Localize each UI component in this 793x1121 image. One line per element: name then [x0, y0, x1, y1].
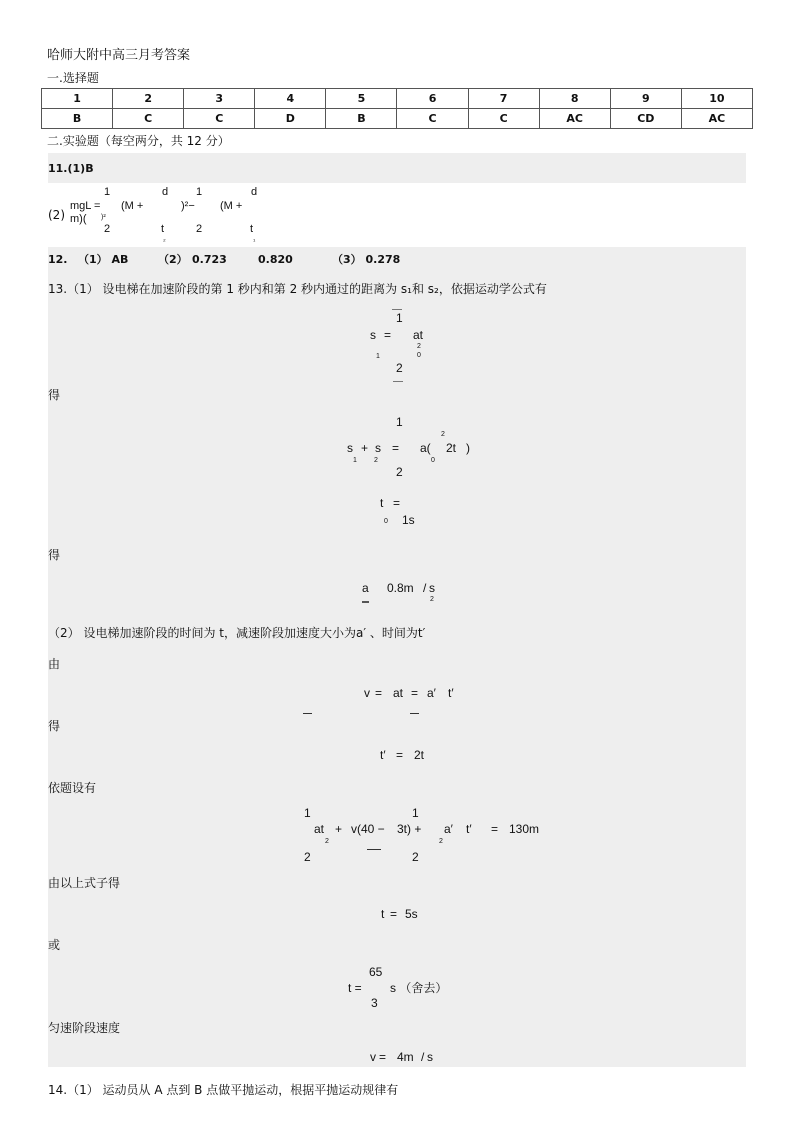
- q11-part2-label: (2): [48, 208, 65, 222]
- formula-text: s: [427, 1050, 433, 1064]
- formula-text: 0: [384, 518, 388, 525]
- text-de: 得: [48, 548, 61, 562]
- q13-intro: 13.（1） 设电梯在加速阶段的第 1 秒内和第 2 秒内通过的距离为 s₁和 s₂，依据运动学公式有: [48, 282, 547, 296]
- formula-text: 2: [439, 838, 443, 845]
- bar-mark: [367, 849, 381, 850]
- formula-text: t′: [448, 686, 454, 700]
- table-cell: C: [113, 109, 184, 129]
- formula-text: 1: [396, 415, 403, 429]
- formula-text: v: [364, 686, 370, 700]
- table-cell: B: [42, 109, 113, 129]
- text-yunsu: 匀速阶段速度: [48, 1021, 121, 1035]
- formula-text: 1: [396, 311, 403, 325]
- fraction-bar-mark: [393, 381, 403, 382]
- formula-text: at: [393, 686, 404, 700]
- formula-text: /: [421, 1050, 425, 1064]
- formula-text: 2: [325, 838, 329, 845]
- formula-text: 1: [196, 186, 203, 198]
- formula-text: t =: [348, 981, 362, 995]
- text-you: 由: [48, 657, 61, 671]
- q13-part2-intro: （2） 设电梯加速阶段的时间为 t，减速阶段加速度大小为a′ 、时间为t′: [48, 626, 426, 640]
- formula-text: =: [384, 328, 392, 342]
- section-heading-experiment: 二.实验题（每空两分，共 12 分）: [47, 134, 230, 148]
- q11-part1: 11.(1)B: [48, 162, 94, 175]
- q12-part1: （1） AB: [78, 253, 129, 266]
- table-cell: 9: [610, 89, 681, 109]
- formula-text: t′: [380, 748, 386, 762]
- formula-text: at: [413, 328, 424, 342]
- formula-text: v(40 −: [351, 822, 385, 836]
- formula-text: =: [411, 686, 419, 700]
- formula-text: 2: [196, 223, 203, 235]
- page-title: 哈师大附中高三月考答案: [47, 48, 191, 63]
- formula-text: 3t) +: [397, 822, 422, 836]
- formula-text: ₁: [253, 236, 256, 243]
- formula-text: 0: [431, 457, 435, 464]
- formula-text: )²−: [181, 200, 195, 212]
- formula-text: 2t: [446, 441, 457, 455]
- table-cell: CD: [610, 109, 681, 129]
- formula-text: 2: [304, 850, 311, 864]
- formula-text: =: [393, 496, 401, 510]
- table-cell: D: [255, 109, 326, 129]
- q12-value: 0.820: [258, 253, 293, 266]
- formula-text: d: [251, 186, 258, 198]
- formula-text: +: [335, 822, 343, 836]
- table-cell: AC: [539, 109, 610, 129]
- formula-text: 3: [371, 996, 378, 1010]
- formula-text: 2: [104, 223, 111, 235]
- text-de: 得: [48, 388, 61, 402]
- formula-text: =: [390, 907, 398, 921]
- bar-mark: [410, 713, 419, 714]
- formula-text: at: [314, 822, 325, 836]
- formula-text: 4m: [397, 1050, 414, 1064]
- equals-mark: [362, 601, 369, 603]
- formula-text: mgL =: [70, 200, 101, 212]
- q12-number: 12.: [48, 253, 68, 266]
- formula-text: 2: [417, 343, 421, 350]
- formula-text: t′: [466, 822, 472, 836]
- formula-text: 2: [441, 431, 445, 438]
- formula-text: s: [347, 441, 353, 455]
- formula-text: 2: [374, 457, 378, 464]
- formula-text: =: [491, 822, 499, 836]
- formula-text: 1: [353, 457, 357, 464]
- formula-text: (M +: [220, 200, 243, 212]
- formula-text: a′: [427, 686, 436, 700]
- formula-text: 2: [430, 596, 434, 603]
- formula-text: a(: [420, 441, 431, 455]
- text-youyishang: 由以上式子得: [48, 876, 121, 890]
- formula-text: a′: [444, 822, 453, 836]
- bar-mark: [303, 713, 312, 714]
- table-cell: C: [468, 109, 539, 129]
- formula-text: =: [392, 441, 400, 455]
- q14-intro: 14.（1） 运动员从 A 点到 B 点做平抛运动，根据平抛运动规律有: [48, 1083, 399, 1097]
- formula-text: 1: [376, 353, 380, 360]
- formula-text: d: [162, 186, 169, 198]
- formula-text: )²: [101, 214, 106, 221]
- formula-text: =: [379, 1050, 387, 1064]
- table-cell: 7: [468, 89, 539, 109]
- text-de: 得: [48, 719, 61, 733]
- formula-text: t: [161, 223, 165, 235]
- section-heading-choice: 一.选择题: [47, 71, 99, 85]
- formula-text: +: [361, 441, 369, 455]
- formula-text: s （舍去）: [390, 981, 448, 995]
- table-cell: 1: [42, 89, 113, 109]
- formula-text: 2: [412, 850, 419, 864]
- fraction-bar-mark: [392, 309, 402, 310]
- table-cell: 3: [184, 89, 255, 109]
- formula-text: 2t: [414, 748, 425, 762]
- table-cell: 2: [113, 89, 184, 109]
- formula-text: ): [466, 441, 470, 455]
- formula-text: v: [370, 1050, 376, 1064]
- table-cell: C: [184, 109, 255, 129]
- formula-text: 130m: [509, 822, 540, 836]
- formula-text: 0.8m: [387, 581, 414, 595]
- table-cell: 6: [397, 89, 468, 109]
- formula-text: s: [370, 328, 376, 342]
- formula-text: 1: [304, 806, 311, 820]
- formula-text: =: [375, 686, 383, 700]
- table-cell: 10: [681, 89, 752, 109]
- formula-text: 1: [412, 806, 419, 820]
- formula-text: ₂: [163, 236, 166, 243]
- formula-text: a: [362, 581, 369, 595]
- formula-text: s: [375, 441, 381, 455]
- table-cell: B: [326, 109, 397, 129]
- formula-text: 0: [417, 352, 421, 359]
- formula-text: 1: [104, 186, 111, 198]
- formula-text: t: [381, 907, 385, 921]
- formula-text: 65: [369, 965, 383, 979]
- table-cell: 5: [326, 89, 397, 109]
- q12-value: 0.723: [192, 253, 227, 266]
- formula-text: t: [380, 496, 384, 510]
- formula-text: 2: [396, 361, 403, 375]
- table-cell: 4: [255, 89, 326, 109]
- formula-text: 5s: [405, 907, 418, 921]
- q12-part3: （3） 0.278: [332, 253, 401, 266]
- answer-table: [41, 88, 753, 129]
- table-row-numbers: [42, 89, 753, 109]
- text-huo: 或: [48, 938, 61, 952]
- table-cell: AC: [681, 109, 752, 129]
- formula-text: 1s: [402, 513, 415, 527]
- table-row-answers: [42, 109, 753, 129]
- formula-text: t: [250, 223, 254, 235]
- formula-text: m)(: [70, 213, 87, 225]
- formula-text: /: [423, 581, 427, 595]
- formula-text: (M +: [121, 200, 144, 212]
- formula-text: s: [429, 581, 435, 595]
- text-yiti: 依题设有: [48, 781, 97, 795]
- formula-text: 2: [396, 465, 403, 479]
- formula-text: =: [396, 748, 404, 762]
- shade-block: [48, 153, 746, 183]
- q12-part2-label: （2）: [158, 253, 188, 266]
- table-cell: C: [397, 109, 468, 129]
- table-cell: 8: [539, 89, 610, 109]
